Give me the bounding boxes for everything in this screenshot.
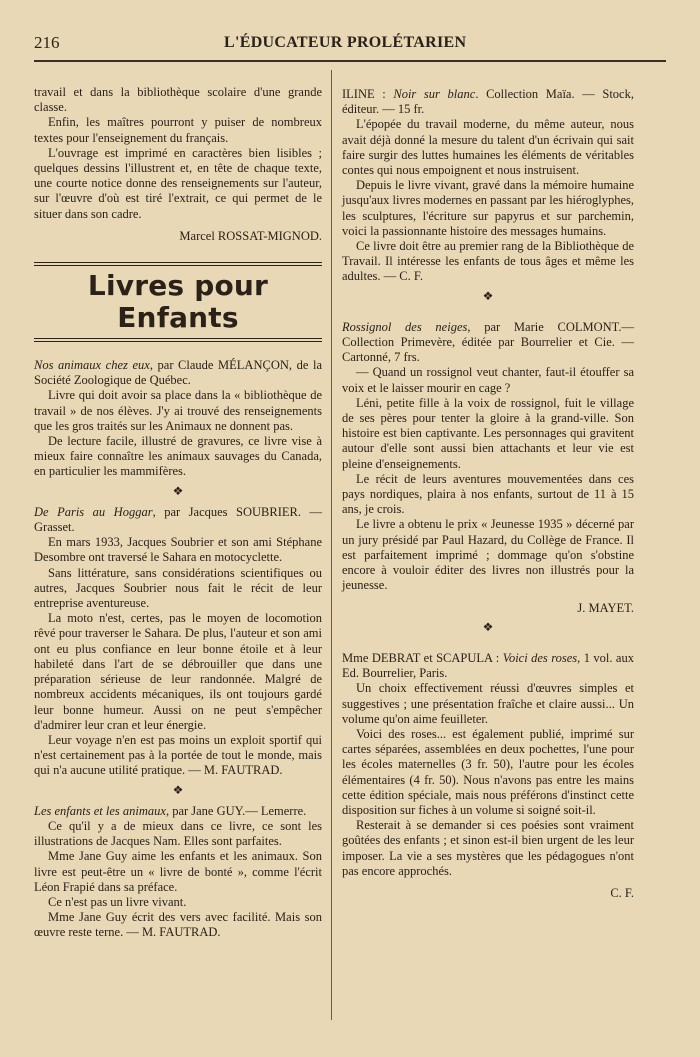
book-entry-title [342,87,634,117]
book-title: De Paris au Hoggar [34,504,153,519]
book-details: , par Marie COLMONT.— Collection Primevère, éditée par Bourrelier et Cie. — Cartonné, 7 frs. [342,319,634,365]
book-details: , 1 vol. aux Ed. Bourrelier, Paris. [342,650,634,681]
ornament-icon: ❖ [482,288,494,303]
ornament-icon: ❖ [172,782,184,797]
book-title: Rossignol des neiges [342,319,468,334]
page-header [34,30,666,56]
review-paragraph: Ce livre doit être au premier rang de la Bibliothèque de Travail. Il intéresse les enfants de tous âges et même les adultes. — C. F. [342,239,634,284]
book-entry-title [34,804,322,819]
intro-paragraph: L'ouvrage est imprimé en caractères bien lisibles ; quelques dessins l'illustrent et, en tête de chaque texte, une courte notice donne des renseignements sur l'auteur, sur l'œuvre d'où est tiré l'extrait, ce qui permet de le situer dans son cadre. [34,145,322,221]
book-entry-title [34,358,322,388]
review-paragraph: De lecture facile, illustré de gravures, ce livre vise à mieux faire connaître les animaux sauvages du Canada, en particulier les mammifères. [34,434,322,479]
intro-paragraph: travail et dans la bibliothèque scolaire d'une grande classe. [34,85,322,115]
review-paragraph: Leur voyage n'en est pas moins un exploit sportif qui n'est certainement pas à la portée de tout le monde, mais qui n'a aucune utilité pratique. — M. FAUTRAD. [34,732,322,778]
signature: C. F. [610,885,634,900]
review-paragraph: Ce qu'il y a de mieux dans ce livre, ce sont les illustrations de Jacques Nam. Elles sont parfaites. [34,818,322,849]
header-rule [34,60,666,62]
book-author: Mme DEBRAT et SCAPULA : [342,650,503,665]
section-title: Livres pour Enfants [87,269,269,335]
book-details: . Collection Maïa. — Stock, éditeur. — 15 fr. [342,87,634,117]
review-paragraph: Ce n'est pas un livre vivant. [48,894,187,909]
review-paragraph: L'épopée du travail moderne, du même auteur, nous avait déjà donné la mesure du talent d'un écrivain qui sait faire surgir des luttes humaines les éléments de véritables contes qui nous empoignent et nous instruisent. [342,117,634,178]
right-column [342,85,634,901]
review-paragraph: La moto n'est, certes, pas le moyen de locomotion rêvé pour traverser le Sahara. De plus, l'auteur et son ami ont eu plus confiance en leur bonne étoile et à leur habileté dans l'art de se débrouiller que dans une préparation sérieuse de leur randonnée. Malgré de nombreux accidents mécaniques, ils ont toujours gardé leur bonne humeur. Aussi on ne peut s'empêcher d'admirer leur cran et leur énergie. [34,611,322,732]
review-paragraph: Voici des roses... est également publié, imprimé sur cartes séparées, assemblées en deux pochettes, l'une pour les écoles maternelles (3 fr. 50), l'autre pour les écoles élémentaires (4 fr. 50). Nous n'avons pas entre les mains cette édition spéciale, mais nous préférons d'instinct cette disposition sur fiches à un volume si soigné soit-il. [342,726,634,817]
signature: Marcel ROSSAT-MIGNOD. [179,228,322,243]
review-paragraph: Un choix effectivement réussi d'œuvres simples et suggestives ; une présentation fraîche et claire aussi... Un volume qu'on aime feuilleter. [342,681,634,726]
review-paragraph: Le livre a obtenu le prix « Jeunesse 1935 » décerné par un jury présidé par Paul Hazard, du Collège de France. Il est parfaitement imprimé ; dommage qu'on s'obstine encore à vouloir éditer des livres non illustrés pour la jeunesse. [342,517,634,593]
left-column [34,85,322,941]
ornament-icon: ❖ [172,483,184,498]
book-author: ILINE : [342,87,394,101]
review-paragraph: Depuis le livre vivant, gravé dans la mémoire humaine jusqu'aux livres modernes en passant par les hiéroglyphes, les sculptures, l'écriture sur papyrus et sur parchemin, voici la passionnante histoire des messages humains. [342,178,634,238]
review-paragraph: Le récit de leurs aventures mouvementées dans ces pays nordiques, plaira à nos enfants, surtout de 11 à 15 ans, je crois. [342,471,634,517]
book-details: , par Jacques SOUBRIER. — Grasset. [34,504,322,535]
ornament-icon: ❖ [482,619,494,634]
review-paragraph: Livre qui doit avoir sa place dans la « bibliothèque de travail » de nos élèves. J'y ai trouvé des renseignements que les gros traités sur les Animaux ne donnent pas. [34,388,322,433]
book-details: , par Claude MÉLANÇON, de la Société Zoologique de Québec. [34,358,322,388]
intro-paragraph: Enfin, les maîtres pourront y puiser de nombreux textes pour l'enseignement du français. [34,115,322,145]
review-paragraph: Mme Jane Guy écrit des vers avec facilité. Mais son œuvre reste terne. — M. FAUTRAD. [34,910,322,940]
review-paragraph: Resterait à se demander si ces poésies sont vraiment goûtées des enfants ; et sinon est-il bien urgent de les leur imposer. La vie a ses mystères que les pédagogues n'ont pas encore approchés. [342,818,634,878]
column-divider [331,70,332,1020]
page-number: 216 [34,33,60,52]
signature: J. MAYET. [577,600,634,615]
book-title: Les enfants et les animaux [34,803,166,818]
review-paragraph: — Quand un rossignol veut chanter, faut-il étouffer sa voix et le laisser mourir en cage ? [342,365,634,395]
journal-title: L'ÉDUCATEUR PROLÉTARIEN [224,34,467,51]
book-details: , par Jane GUY.— Lemerre. [165,803,307,818]
review-paragraph: Sans littérature, sans considérations scientifiques ou autres, Jacques Soubrier nous fait le récit de leur entreprise aventureuse. [34,565,322,611]
book-entry-title [342,320,634,366]
book-entry-title [342,651,634,681]
review-paragraph: En mars 1933, Jacques Soubrier et son ami Stéphane Desombre ont traversé le Sahara en motocyclette. [34,535,322,565]
review-paragraph: Léni, petite fille à la voix de rossignol, fuit le village de ses pères pour tenter la gloire à la grand-ville. Son histoire est bien captivante. Les personnages qui gravitent autour d'elle sont aussi bien attachants et leur vie est pleine d'enseignements. [342,395,634,471]
book-title: Voici des roses [502,650,578,665]
book-title: Nos animaux chez eux [34,358,150,373]
book-title: Noir sur blanc [393,87,476,101]
book-entry-title [34,505,322,535]
section-title-box [34,262,322,342]
review-paragraph: Mme Jane Guy aime les enfants et les animaux. Son livre est peut-être un « livre de bonté », comme l'écrit Léon Frapié dans sa préface. [34,849,322,894]
